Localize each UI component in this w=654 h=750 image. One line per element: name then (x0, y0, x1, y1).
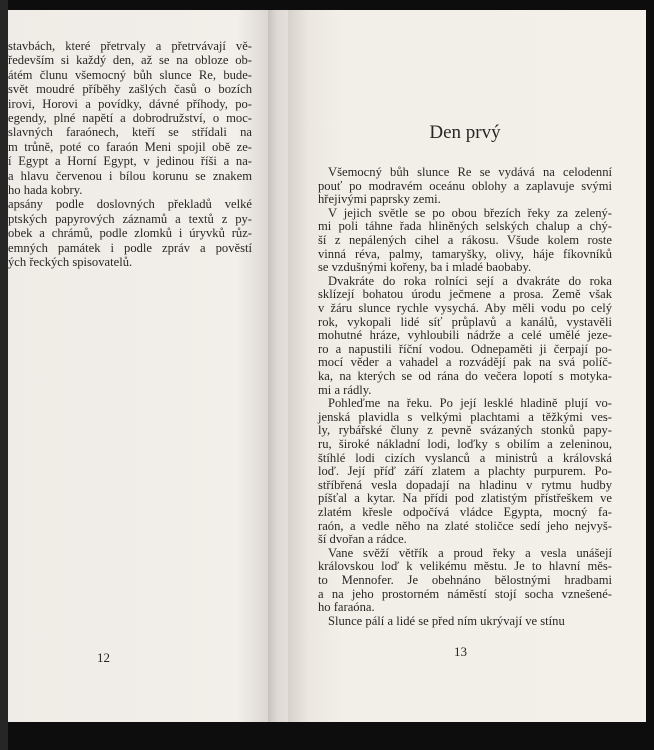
text-line: stříbřená vesla dopadají na hladinu v rytmu hudby (318, 477, 612, 492)
text-line: Pohleďme na řeku. Po její lesklé hladině plují vo- (328, 396, 612, 411)
text-line: to Mennofer. Je obehnáno bělostnými hradbami (318, 573, 612, 587)
text-line: pouť po modravém oceánu oblohy a zaplavuje svými (318, 178, 612, 193)
text-line: ředevším si každý den, až se na obloze ob- (8, 53, 252, 68)
book-gutter (268, 10, 290, 722)
text-line: v žáru slunce rychle vysychá. Aby měli vodu po celý (318, 301, 612, 315)
page-number-right: 13 (454, 644, 467, 659)
text-line: apsány podle doslovných překladů velké (8, 197, 252, 212)
scan-edge (0, 0, 8, 750)
text-line: mi poli táhne řada hliněných selských chalup a chý- (318, 219, 612, 234)
text-line: loď. Její příď září zlatem a plachty purpurem. Po- (318, 464, 612, 479)
text-line: Vane svěží větřík a proud řeky a vesla unášejí (328, 545, 612, 560)
text-line: obek a chrámů, podle zlomků i úryvků růz- (8, 226, 252, 241)
text-line: ka, na kterých se od rána do večera lopotí s motyka- (318, 369, 612, 383)
text-line: slavných faraónech, kteří se střídali na (8, 125, 252, 140)
page-number-left: 12 (97, 650, 110, 665)
text-line: a hlavu červenou i bílou korunu se znakem (8, 168, 252, 183)
chapter-title: Den prvý (429, 122, 501, 143)
text-line: V jejich světle se po obou březích řeky za zelený- (328, 205, 612, 220)
text-line: ých řeckých spisovatelů. (8, 255, 133, 269)
text-line: jenská plavidla s velkými plachtami a těžkými ves- (318, 409, 612, 424)
text-line: egendy, plné napětí a dobrodružství, o moc- (8, 111, 252, 125)
text-line: ší z nepálených cihel a rákosu. Všude kolem roste (318, 233, 612, 247)
text-line: Slunce pálí a lidé se před ním ukrývají ve stínu (328, 613, 565, 628)
text-line: rok, vykopali lidé síť průplavů a kanálů, vystavěli (318, 314, 612, 329)
text-line: a na jeho prostorném náměstí stojí socha vznešené- (318, 586, 612, 601)
text-line: ptských papyrových záznamů a textů z py- (8, 211, 252, 226)
text-line: ší dvořan a rádce. (318, 532, 407, 547)
text-line: Všemocný bůh slunce Re se vydává na celodenní (328, 165, 612, 179)
text-line: átém člunu všemocný bůh slunce Re, bude- (8, 67, 252, 82)
text-line: mocí věder a vahadel a rozvádějí pak na svá políč- (318, 355, 612, 370)
text-line: se vzdušnými kořeny, ba i mladé baobaby. (318, 260, 532, 275)
text-line: stavbách, které přetrvaly a přetrvávají vě- (8, 39, 252, 53)
text-line: ly, rybářské čluny z pevně svázaných stonků papy- (318, 423, 612, 438)
text-line: Dvakráte do roka rolníci sejí a dvakráte do roka (328, 273, 612, 288)
text-line: zlatém křesle odpočívá vládce Egypta, mocný fa- (318, 505, 612, 519)
text-line: sklízejí bohatou úrodu ječmene a prosa. Země však (318, 287, 612, 302)
text-line: štíhlé lodi cizích vyslanců a ministrů a královská (318, 450, 612, 465)
text-line: ro a napustili říční vodou. Odnepaměti ji čerpají po- (318, 341, 612, 356)
text-line: ho hada kobry. (8, 183, 83, 197)
text-line: mohutné hráze, vyhloubili nádrže a celé umělé jeze- (318, 328, 612, 343)
text-line: vinná réva, palmy, tamaryšky, olivy, háje fíkovníků (318, 246, 612, 261)
text-line: hřejivými paprsky zemi. (318, 192, 441, 207)
text-line: ho faraóna. (318, 600, 375, 615)
text-line: irovi, Horovi a povídky, dávné příhody, po- (8, 96, 252, 111)
text-line: raón, a vedle něho na zlaté stoličce sedí jeho nejvyš- (318, 518, 612, 533)
text-line: svět moudré příběhy zašlých časů o bozích (8, 82, 252, 97)
text-line: í Egypt a Horní Egypt, v jedinou říši a na- (8, 154, 252, 169)
text-line: mi a rádly. (318, 382, 372, 397)
text-line: ru, široké nákladní lodi, loďky s obilím a zeleninou, (318, 437, 612, 451)
text-line: královskou loď k velikému městu. Je to hlavní měs- (318, 559, 612, 574)
text-line: emných památek i podle zpráv a pověstí (8, 240, 252, 255)
text-line: m trůně, poté co faraón Meni spojil obě ze- (8, 139, 252, 154)
text-line: píšťal a kytar. Na přídi pod zlatistým přístřeškem ve (318, 491, 612, 506)
